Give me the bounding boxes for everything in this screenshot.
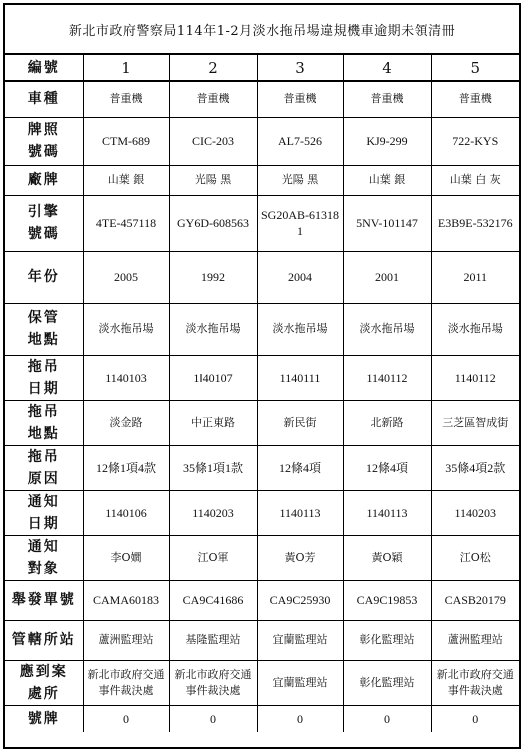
cell-tow-reason	[169, 445, 257, 490]
cell-plate	[343, 117, 431, 165]
row-plate	[5, 117, 519, 165]
cell-plate-count	[83, 705, 169, 732]
cell-notice-target	[83, 535, 169, 580]
cell-value: 35條4項2款	[445, 460, 506, 475]
row-label: 拖吊 原因	[5, 445, 83, 490]
cell-value: 1140203	[192, 505, 234, 520]
cell-value: 1140111	[279, 370, 321, 385]
cell-tow-date	[343, 355, 431, 400]
cell-notice-date	[431, 490, 519, 535]
cell-value: 彰化監理站	[359, 675, 415, 689]
row-vehicle-type	[5, 81, 519, 117]
cell-value: 12條4項	[365, 460, 408, 475]
cell-value: 宜蘭監理站	[272, 675, 328, 689]
cell-office	[343, 660, 431, 705]
cell-value: 光陽 黑	[194, 173, 232, 186]
cell-storage	[257, 303, 343, 355]
column-number: 2	[169, 55, 257, 81]
cell-value: 北新路	[370, 415, 404, 429]
cell-value: 0	[123, 711, 129, 726]
cell-value: 蘆洲監理站	[98, 633, 154, 646]
cell-value: 淡金路	[109, 415, 143, 429]
cell-brand	[343, 165, 431, 195]
cell-value: CA9C25930	[269, 593, 331, 607]
cell-value: 普重機	[370, 92, 404, 106]
cell-value: 山葉 白 灰	[449, 173, 501, 186]
row-label: 拖吊 日期	[5, 355, 83, 400]
cell-value: 新北市政府交通事件裁決處	[436, 667, 514, 697]
cell-brand	[257, 165, 343, 195]
cell-value: E3B9E-532176	[437, 216, 513, 230]
cell-plate-count	[169, 705, 257, 732]
cell-year	[169, 251, 257, 303]
row-office	[5, 660, 519, 705]
cell-value: 1140112	[366, 370, 408, 385]
cell-tow-place	[343, 400, 431, 445]
cell-notice-target	[431, 535, 519, 580]
cell-value: 蘆洲監理站	[447, 633, 503, 646]
cell-plate	[431, 117, 519, 165]
row-storage	[5, 303, 519, 355]
cell-notice-date	[343, 490, 431, 535]
cell-value: 1140203	[454, 505, 497, 520]
cell-value: 722-KYS	[452, 134, 499, 148]
cell-office	[431, 660, 519, 705]
cell-value: 光陽 黑	[281, 173, 319, 186]
cell-tow-date	[431, 355, 519, 400]
cell-value: 山葉 銀	[368, 173, 406, 186]
row-tow-date	[5, 355, 519, 400]
cell-value: 彰化監理站	[359, 633, 415, 646]
cell-value: 三芝區智成街	[442, 415, 509, 429]
header-label: 編號	[5, 55, 83, 81]
cell-office	[169, 660, 257, 705]
row-plate-count	[5, 705, 519, 732]
column-number: 4	[343, 55, 431, 81]
cell-year	[431, 251, 519, 303]
cell-value: 江O軍	[197, 550, 229, 564]
cell-vehicle-type	[343, 81, 431, 117]
cell-plate	[83, 117, 169, 165]
cell-value: 新北市政府交通事件裁決處	[174, 667, 252, 697]
cell-value: 2001	[375, 270, 399, 284]
cell-value: 1140112	[454, 370, 496, 385]
cell-value: 淡水拖吊場	[447, 322, 503, 335]
cell-value: AL7-526	[278, 134, 322, 148]
cell-value: GY6D-608563	[177, 216, 249, 230]
row-notice-target	[5, 535, 519, 580]
row-label: 通知 日期	[5, 490, 83, 535]
document-title: 新北市政府警察局114年1-2月淡水拖吊場違規機車逾期未領清冊	[5, 5, 519, 55]
cell-value: KJ9-299	[366, 134, 408, 148]
cell-report-no	[257, 580, 343, 620]
row-label: 拖吊 地點	[5, 400, 83, 445]
row-label: 通知 對象	[5, 535, 83, 580]
cell-tow-date	[83, 355, 169, 400]
cell-storage	[83, 303, 169, 355]
row-label: 保管 地點	[5, 303, 83, 355]
cell-vehicle-type	[257, 81, 343, 117]
row-report-no	[5, 580, 519, 620]
cell-notice-date	[257, 490, 343, 535]
cell-value: 0	[384, 711, 390, 726]
cell-storage	[343, 303, 431, 355]
row-label: 車種	[5, 81, 83, 117]
cell-value: 基隆監理站	[185, 633, 241, 646]
cell-value: CA9C41686	[182, 593, 244, 607]
cell-value: 淡水拖吊場	[359, 322, 415, 335]
cell-notice-target	[169, 535, 257, 580]
cell-year	[83, 251, 169, 303]
cell-engine	[257, 195, 343, 251]
cell-value: 江O松	[459, 550, 491, 564]
cell-notice-target	[343, 535, 431, 580]
column-number: 3	[257, 55, 343, 81]
cell-value: 1992	[201, 270, 225, 284]
cell-value: 李O嫺	[110, 550, 142, 564]
cell-value: 淡水拖吊場	[185, 322, 241, 335]
cell-tow-place	[257, 400, 343, 445]
cell-value: 1140103	[105, 370, 147, 385]
cell-value: 黃O芳	[284, 550, 316, 564]
cell-vehicle-type	[169, 81, 257, 117]
cell-plate-count	[431, 705, 519, 732]
cell-brand	[431, 165, 519, 195]
row-notice-date	[5, 490, 519, 535]
cell-brand	[169, 165, 257, 195]
cell-station	[169, 620, 257, 660]
cell-brand	[83, 165, 169, 195]
row-label: 年份	[5, 251, 83, 303]
header-row	[5, 55, 519, 81]
row-tow-reason	[5, 445, 519, 490]
cell-value: 普重機	[458, 92, 492, 106]
cell-engine	[431, 195, 519, 251]
cell-value: 2004	[288, 270, 312, 284]
row-label: 舉發單號	[5, 580, 83, 620]
cell-storage	[169, 303, 257, 355]
cell-engine	[169, 195, 257, 251]
cell-plate	[257, 117, 343, 165]
cell-engine	[83, 195, 169, 251]
cell-station	[257, 620, 343, 660]
cell-value: 2011	[463, 270, 488, 284]
impound-list-sheet	[3, 3, 521, 749]
cell-tow-date	[169, 355, 257, 400]
cell-engine	[343, 195, 431, 251]
cell-value: 新北市政府交通事件裁決處	[87, 667, 165, 697]
column-number: 1	[83, 55, 169, 81]
cell-plate-count	[257, 705, 343, 732]
cell-value: 中正東路	[191, 415, 235, 429]
cell-value: 新民街	[283, 415, 317, 429]
cell-year	[343, 251, 431, 303]
row-year	[5, 251, 519, 303]
cell-station	[431, 620, 519, 660]
cell-value: CTM-689	[102, 134, 150, 148]
cell-value: 0	[210, 711, 216, 726]
cell-tow-reason	[431, 445, 519, 490]
cell-value: 1‖40107	[193, 370, 233, 385]
cell-office	[83, 660, 169, 705]
row-label: 號牌	[5, 705, 83, 732]
row-label: 應到案 處所	[5, 660, 83, 705]
cell-value: 黃O穎	[371, 550, 403, 564]
cell-value: 1140113	[279, 505, 321, 520]
cell-value: 淡水拖吊場	[98, 322, 154, 335]
cell-notice-date	[169, 490, 257, 535]
cell-year	[257, 251, 343, 303]
cell-value: CA9C19853	[356, 593, 418, 607]
vehicle-table	[5, 55, 519, 732]
cell-value: 普重機	[109, 92, 143, 106]
cell-value: 35條1項1款	[182, 460, 243, 475]
cell-vehicle-type	[83, 81, 169, 117]
cell-value: 普重機	[196, 92, 230, 106]
row-label: 廠牌	[5, 165, 83, 195]
row-station	[5, 620, 519, 660]
cell-value: 12條1項4款	[95, 460, 156, 475]
row-tow-place	[5, 400, 519, 445]
row-label: 牌照 號碼	[5, 117, 83, 165]
cell-vehicle-type	[431, 81, 519, 117]
cell-value: 普重機	[283, 92, 317, 106]
cell-tow-place	[431, 400, 519, 445]
cell-tow-place	[83, 400, 169, 445]
row-brand	[5, 165, 519, 195]
cell-value: 2005	[114, 270, 138, 284]
cell-value: 0	[297, 711, 303, 726]
column-number: 5	[431, 55, 519, 81]
cell-station	[83, 620, 169, 660]
cell-report-no	[431, 580, 519, 620]
cell-notice-target	[257, 535, 343, 580]
cell-value: 0	[472, 711, 479, 726]
cell-plate	[169, 117, 257, 165]
cell-tow-reason	[343, 445, 431, 490]
cell-storage	[431, 303, 519, 355]
cell-tow-reason	[83, 445, 169, 490]
row-label: 引擎 號碼	[5, 195, 83, 251]
cell-tow-place	[169, 400, 257, 445]
cell-value: 1140106	[105, 505, 147, 520]
cell-value: 1140113	[366, 505, 408, 520]
cell-tow-date	[257, 355, 343, 400]
cell-value: 宜蘭監理站	[272, 633, 328, 646]
cell-value: 山葉 銀	[107, 173, 145, 186]
cell-report-no	[343, 580, 431, 620]
cell-notice-date	[83, 490, 169, 535]
row-label: 管轄所站	[5, 620, 83, 660]
cell-office	[257, 660, 343, 705]
cell-tow-reason	[257, 445, 343, 490]
cell-value: 12條4項	[278, 460, 321, 475]
cell-value: 5NV-101147	[356, 216, 418, 230]
cell-report-no	[83, 580, 169, 620]
row-engine	[5, 195, 519, 251]
cell-value: 淡水拖吊場	[272, 322, 328, 335]
cell-value: 4TE-457118	[95, 216, 157, 230]
cell-value: CIC-203	[192, 134, 234, 148]
cell-plate-count	[343, 705, 431, 732]
cell-report-no	[169, 580, 257, 620]
cell-value: SG20AB-613181	[260, 208, 339, 238]
cell-station	[343, 620, 431, 660]
cell-value: CASB20179	[444, 593, 506, 607]
cell-value: CAMA60183	[92, 593, 159, 607]
